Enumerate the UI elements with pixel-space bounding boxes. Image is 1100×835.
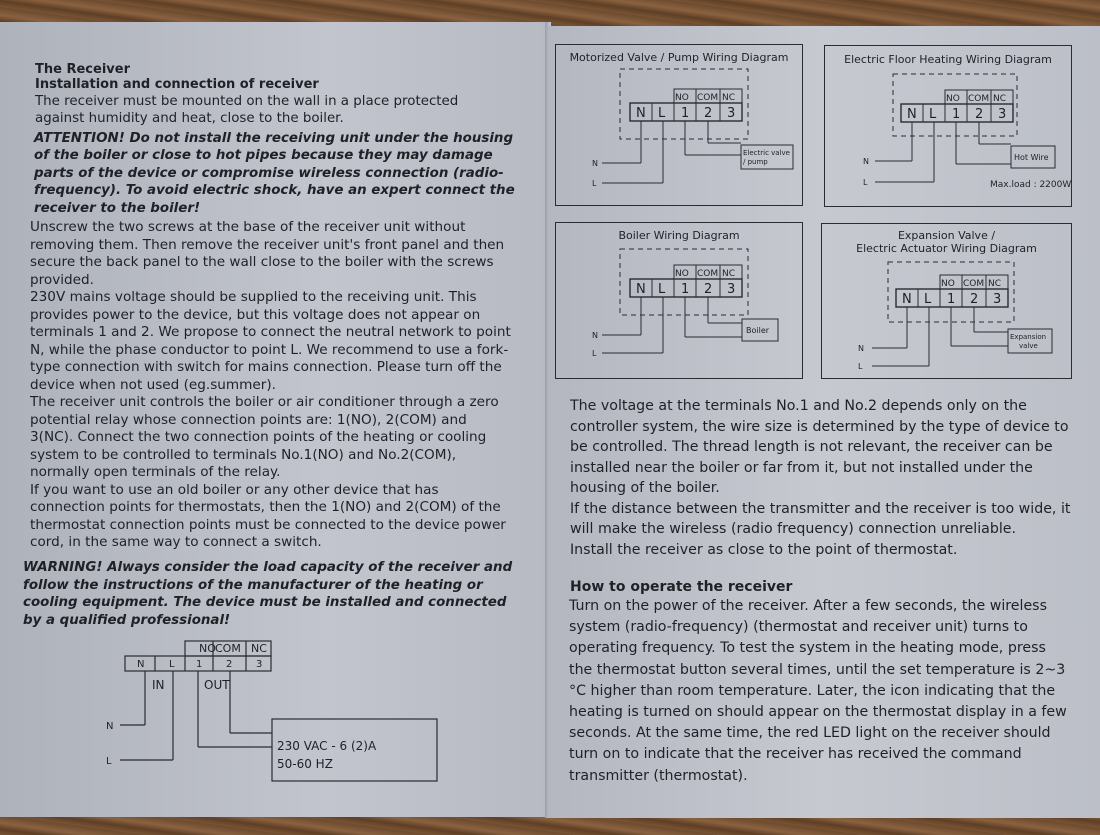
term-3: 3: [993, 292, 1002, 307]
motorized-valve-diagram: [555, 44, 803, 206]
operate-line: turn on to indicate that the receiver has received the command: [569, 746, 1022, 763]
intro-line: The receiver must be mounted on the wall in a place protected: [35, 94, 459, 109]
instruction-line: connection points for thermostats, then the 1(NO) and 2(COM) of the: [30, 499, 501, 515]
line-n: N: [592, 159, 598, 168]
instruction-line: provided.: [30, 271, 94, 288]
spec-frequency: 50-60 HZ: [277, 757, 333, 771]
instruction-line: secure the back panel to the wall close to the boiler with the screws: [30, 254, 494, 270]
line-l-label: L: [106, 756, 112, 767]
motorized-diagram-title: Motorized Valve / Pump Wiring Diagram: [569, 51, 789, 64]
operate-line: °C higher than room temperature. Later, the icon indicating that the: [569, 682, 1056, 699]
relay-com: COM: [697, 269, 719, 279]
term-l: L: [658, 106, 666, 121]
floor-diagram-title: Electric Floor Heating Wiring Diagram: [844, 53, 1052, 66]
section-subtitle: Installation and connection of receiver: [35, 77, 319, 92]
expansion-diagram-title-2: Electric Actuator Wiring Diagram: [856, 242, 1037, 255]
terminal-l: L: [169, 659, 175, 670]
relay-no: NO: [946, 94, 960, 104]
line-l: L: [863, 178, 868, 187]
operate-line: Turn on the power of the receiver. After a few seconds, the wireless: [569, 598, 1047, 614]
voltage-line: housing of the boiler.: [570, 480, 720, 496]
voltage-line: If the distance between the transmitter and the receiver is too wide, it: [570, 500, 1071, 517]
instruction-line: thermostat connection points must be connected to the device power: [30, 516, 506, 533]
voltage-line: controller system, the wire size is determined by the type of device to: [570, 418, 1069, 435]
instruction-line: N, while the phase conductor to point L. We recommend to use a fork-: [30, 341, 509, 358]
operate-line: seconds. At the same time, the red LED light on the receiver should: [569, 725, 1051, 742]
voltage-line: installed near the boiler or far from it, but not installed under the: [570, 459, 1033, 476]
relay-com: COM: [968, 94, 990, 104]
relay-nc: NC: [722, 93, 736, 103]
motorized-wiring: [556, 45, 802, 205]
relay-label-nc: NC: [251, 642, 267, 655]
terminal-2: 2: [226, 659, 233, 670]
term-1: 1: [681, 282, 690, 297]
attention-line: of the boiler or close to hot pipes because they may damage: [34, 148, 493, 164]
term-l: L: [929, 107, 937, 122]
line-n: N: [863, 157, 869, 166]
boiler-diagram-title: Boiler Wiring Diagram: [618, 229, 740, 242]
operate-line: system (radio-frequency) (thermostat and receiver unit) turns to: [569, 619, 1028, 636]
operate-line: transmitter (thermostat).: [569, 767, 748, 784]
spec-voltage: 230 VAC - 6 (2)A: [277, 739, 377, 753]
device-label-2: valve: [1019, 342, 1038, 350]
instruction-line: device when not used (eg.summer).: [30, 376, 276, 393]
warning-line: by a qualified professional!: [23, 612, 231, 628]
term-n: N: [907, 107, 917, 122]
floor-heating-diagram: [824, 45, 1072, 207]
line-l: L: [592, 349, 597, 358]
floor-wiring: [825, 46, 1071, 206]
in-label: IN: [152, 678, 165, 692]
voltage-line: will make the wireless (radio frequency) connection unreliable.: [570, 521, 1017, 537]
line-l: L: [592, 179, 597, 188]
warning-line: follow the instructions of the manufacturer of the heating or: [23, 577, 483, 593]
attention-line: ATTENTION! Do not install the receiving unit under the housing: [34, 131, 514, 146]
terminal-3: 3: [256, 659, 263, 670]
warning-line: cooling equipment. The device must be installed and connected: [23, 595, 507, 610]
relay-no: NO: [941, 279, 955, 289]
relay-com: COM: [697, 93, 719, 103]
term-l: L: [658, 282, 666, 297]
expansion-diagram-title-1: Expansion Valve /: [897, 229, 996, 242]
term-3: 3: [727, 106, 736, 121]
relay-nc: NC: [993, 94, 1007, 104]
term-2: 2: [704, 282, 713, 297]
relay-label-com: COM: [215, 642, 241, 655]
terminal-n: N: [137, 659, 145, 670]
term-2: 2: [975, 107, 984, 122]
line-l: L: [858, 362, 863, 371]
boiler-diagram: [555, 222, 803, 379]
instruction-line: type connection with switch for mains connection. Please turn off the: [30, 359, 502, 375]
line-n: N: [858, 344, 864, 353]
instruction-line: system to be controlled to terminals No.1(NO) and No.2(COM),: [30, 446, 457, 463]
out-label: OUT: [204, 678, 230, 692]
term-n: N: [902, 292, 912, 307]
receiver-terminal-diagram: [100, 635, 445, 790]
attention-line: frequency). To avoid electric shock, have an expert connect the: [34, 183, 515, 199]
instruction-line: Unscrew the two screws at the base of the receiver unit without: [30, 219, 466, 235]
device-label-2: / pump: [743, 158, 768, 166]
term-2: 2: [970, 292, 979, 307]
relay-nc: NC: [722, 269, 736, 279]
instruction-line: 230V mains voltage should be supplied to the receiving unit. This: [30, 289, 477, 305]
term-n: N: [636, 106, 646, 121]
relay-com: COM: [963, 279, 985, 289]
operate-line: the thermostat button several times, until the set temperature is 2~3: [569, 661, 1066, 678]
device-label: Boiler: [746, 326, 770, 335]
instruction-line: terminals 1 and 2. We propose to connect the neutral network to point: [30, 324, 511, 340]
voltage-line: The voltage at the terminals No.1 and No.2 depends only on the: [570, 398, 1027, 414]
device-label-1: Electric valve: [743, 149, 790, 157]
instruction-line: normally open terminals of the relay.: [30, 464, 281, 480]
voltage-line: Install the receiver as close to the point of thermostat.: [570, 541, 958, 558]
term-n: N: [636, 282, 646, 297]
term-3: 3: [727, 282, 736, 297]
instruction-line: potential relay whose connection points are: 1(NO), 2(COM) and: [30, 411, 467, 428]
device-label-1: Expansion: [1010, 333, 1047, 341]
device-label: Hot Wire: [1014, 153, 1049, 162]
term-1: 1: [947, 292, 956, 307]
terminal-1: 1: [196, 659, 203, 670]
attention-line: parts of the device or compromise wireless connection (radio-: [34, 165, 504, 181]
line-n-label: N: [106, 721, 114, 732]
intro-line: against humidity and heat, close to the boiler.: [35, 110, 344, 126]
how-to-operate-heading: How to operate the receiver: [570, 579, 793, 595]
relay-label-no: NO: [199, 642, 216, 655]
instruction-line: cord, in the same way to connect a switch.: [30, 534, 322, 550]
instruction-line: removing them. Then remove the receiver unit's front panel and then: [30, 236, 505, 253]
boiler-wiring: [556, 223, 802, 378]
relay-no: NO: [675, 93, 689, 103]
term-3: 3: [998, 107, 1007, 122]
expansion-wiring: [822, 224, 1071, 378]
warning-line: WARNING! Always consider the load capacity of the receiver and: [23, 560, 513, 575]
attention-line: receiver to the boiler!: [34, 200, 201, 216]
voltage-line: be controlled. The thread length is not relevant, the receiver can be: [570, 439, 1053, 455]
max-load-note: Max.load : 2200W: [990, 180, 1071, 190]
section-title: The Receiver: [35, 62, 130, 77]
expansion-valve-diagram: [821, 223, 1072, 379]
operate-line: operating frequency. To test the system in the heating mode, press: [569, 640, 1046, 657]
term-l: L: [924, 292, 932, 307]
instruction-line: 3(NC). Connect the two connection points of the heating or cooling: [30, 429, 487, 445]
operate-line: heating is turned on should appear on the thermostat display in a few: [569, 704, 1067, 720]
term-1: 1: [952, 107, 961, 122]
instruction-line: The receiver unit controls the boiler or air conditioner through a zero: [30, 394, 499, 410]
term-1: 1: [681, 106, 690, 121]
term-2: 2: [704, 106, 713, 121]
relay-no: NO: [675, 269, 689, 279]
relay-nc: NC: [988, 279, 1002, 289]
line-n: N: [592, 331, 598, 340]
instruction-line: If you want to use an old boiler or any other device that has: [30, 481, 439, 498]
instruction-line: provides power to the device, but this voltage does not appear on: [30, 306, 481, 323]
